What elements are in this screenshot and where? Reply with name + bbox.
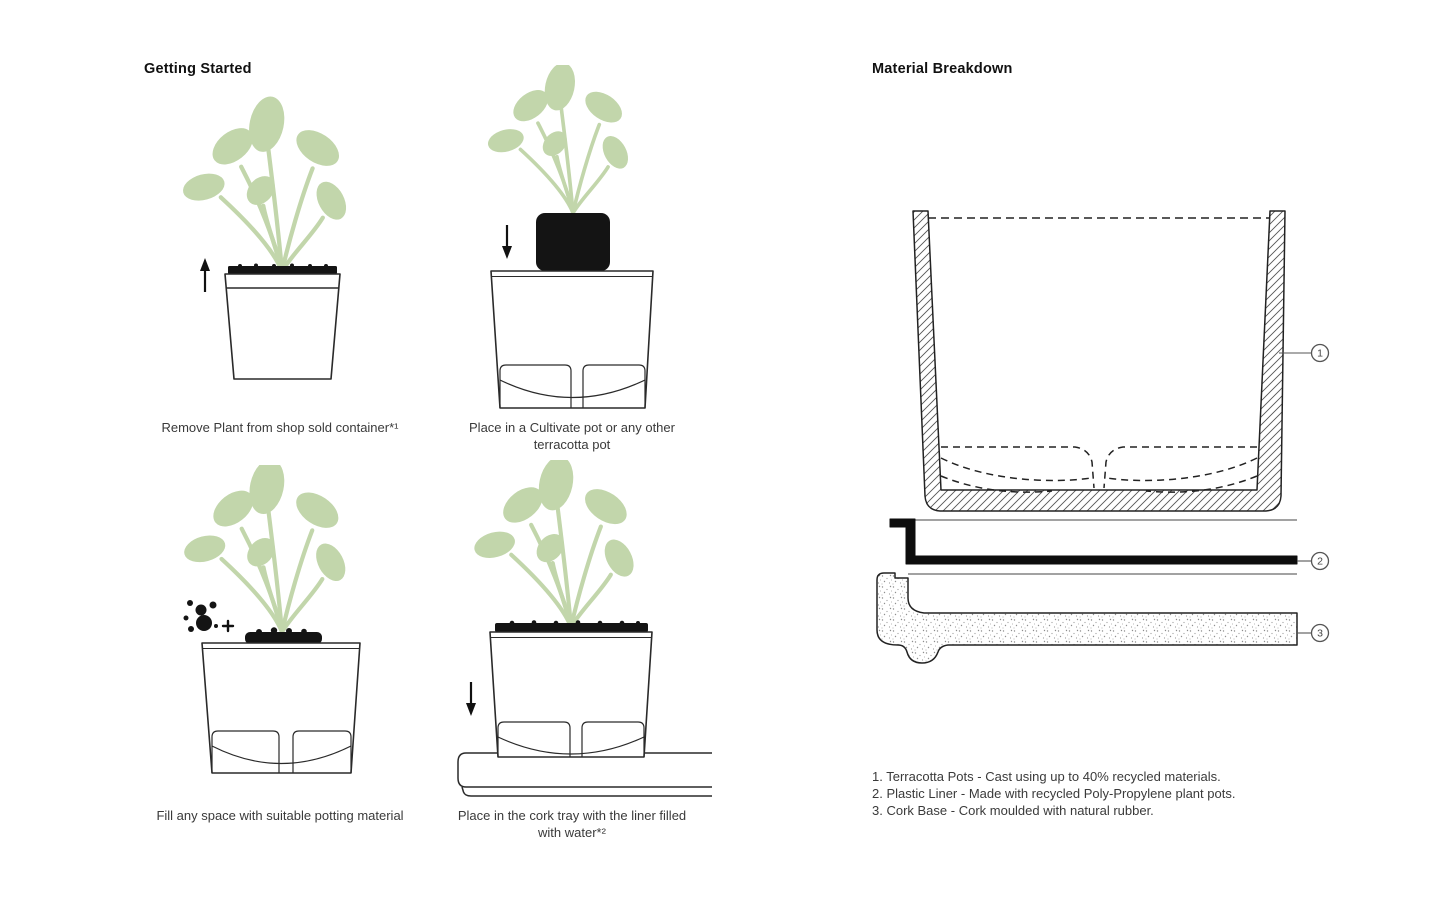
- terracotta-pot-section: [913, 211, 1285, 511]
- legend-line-3: 3. Cork Base - Cork moulded with natural rubber.: [872, 802, 1154, 818]
- up-arrow-icon: [200, 258, 210, 292]
- step-3-illustration: [170, 465, 450, 805]
- down-arrow-icon: [466, 682, 476, 716]
- plastic-liner-section: [890, 519, 1297, 564]
- potting-material-dots: [184, 600, 219, 632]
- plus-icon: [223, 621, 233, 631]
- plant-icon: [180, 93, 352, 271]
- step-3-caption: Fill any space with suitable potting material: [156, 808, 404, 823]
- step-2-caption: Place in a Cultivate pot or any other terracotta pot: [469, 420, 675, 452]
- root-ball: [536, 213, 610, 271]
- getting-started-title: Getting Started: [144, 61, 252, 77]
- material-legend: [872, 769, 1235, 819]
- step-1-caption: Remove Plant from shop sold container*¹: [161, 420, 399, 435]
- material-diagram: [870, 200, 1340, 680]
- step-2-illustration: [440, 65, 710, 415]
- callout-2: [1297, 553, 1329, 570]
- step-4-caption: Place in the cork tray with the liner filled with water*²: [457, 808, 687, 840]
- legend-line-2: 2. Plastic Liner - Made with recycled Poly-Propylene plant pots.: [872, 785, 1236, 801]
- plant-icon: [485, 65, 633, 213]
- step-4-illustration: [440, 460, 720, 800]
- cork-tray: [458, 753, 712, 796]
- callout-2-number: 2: [1317, 555, 1323, 568]
- down-arrow-icon: [502, 225, 512, 259]
- cork-base-section: [877, 573, 1297, 663]
- cultivate-pot: [202, 643, 360, 773]
- cultivate-pot: [491, 271, 653, 408]
- plant-icon: [471, 460, 639, 627]
- plant-icon: [181, 465, 351, 632]
- callout-1-number: 1: [1317, 347, 1323, 360]
- callout-3-number: 3: [1317, 627, 1323, 640]
- callout-3: [1297, 625, 1329, 642]
- legend-line-1: 1. Terracotta Pots - Cast using up to 40% recycled materials.: [872, 769, 1221, 784]
- hidden-liner-dashed: [941, 447, 1257, 492]
- material-breakdown-title: Material Breakdown: [872, 61, 1013, 77]
- cultivate-pot: [490, 632, 652, 757]
- step-1-illustration: [150, 92, 410, 414]
- shop-pot: [225, 274, 340, 379]
